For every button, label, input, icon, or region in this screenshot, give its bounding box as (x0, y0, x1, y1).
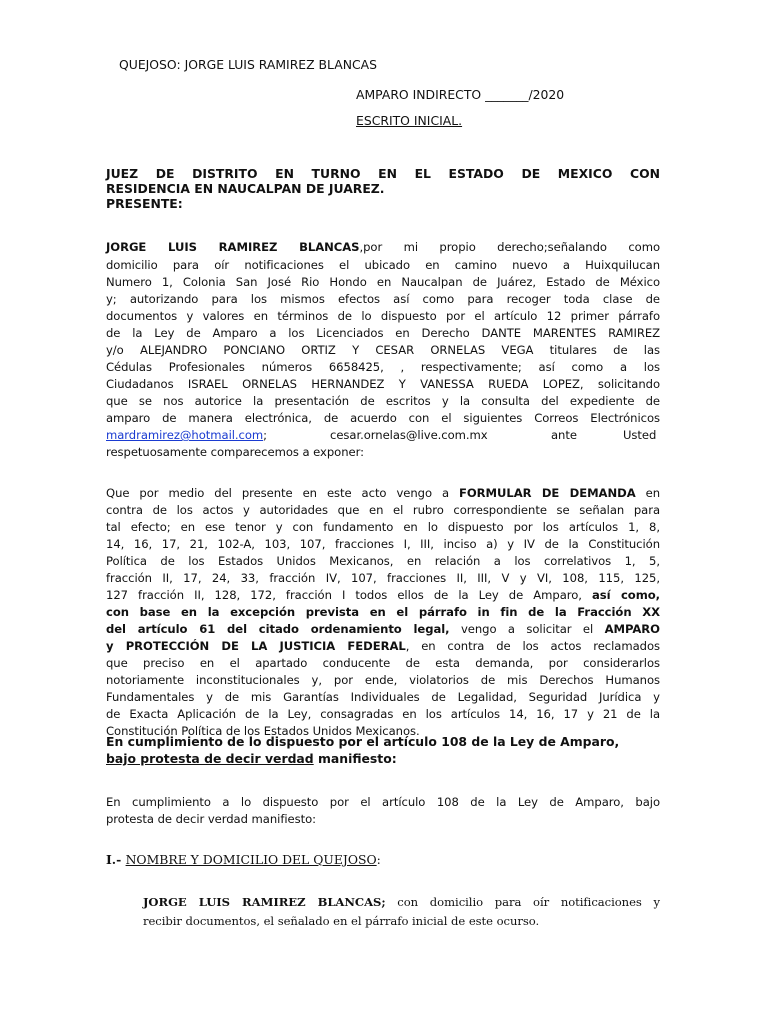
demanda-line-1 (106, 486, 660, 500)
promovente-name: JORGE LUIS RAMIREZ BLANCAS (106, 240, 360, 254)
demanda-line-9-a: del artículo 61 del citado ordenamiento legal, (106, 622, 450, 636)
intro-line-12 (106, 428, 660, 442)
demanda-line-9 (106, 622, 660, 636)
demanda-line-1-c: en (635, 486, 660, 500)
email-2: cesar.ornelas@live.com.mx (330, 428, 488, 442)
demanda-line-7 (106, 588, 660, 602)
intro-line-11: amparo de manera electrónica, de acuerdo con el siguientes Correos Electrónicos (106, 411, 660, 425)
escrito-inicial-title: ESCRITO INICIAL. (356, 113, 463, 128)
intro-line-2: domicilio para oír notificaciones el ubicado en camino nuevo a Huixquilucan (106, 258, 660, 272)
intro-line-6: de la Ley de Amparo a los Licenciados en Derecho DANTE MARENTES RAMIREZ (106, 326, 660, 340)
cumplimiento-bold-line-1: En cumplimiento de lo dispuesto por el artículo 108 de la Ley de Amparo, (106, 734, 620, 749)
cumplimiento-line-2: protesta de decir verdad manifiesto: (106, 812, 316, 826)
section-1-colon: : (376, 852, 381, 867)
amparo-number: AMPARO INDIRECTO _______/2020 (356, 87, 565, 102)
email-separator: ; (263, 428, 268, 442)
intro-line-1-text: ,por mi propio derecho;señalando como (359, 240, 660, 254)
quejoso-info-name: JORGE LUIS RAMIREZ BLANCAS; (143, 895, 386, 909)
cumplimiento-bold-line-2 (106, 751, 397, 766)
demanda-line-10-b: , en contra de los actos reclamados (405, 639, 660, 653)
quejoso-info-line-1 (143, 895, 660, 909)
demanda-line-7-a: 127 fracción II, 128, 172, fracción I todos ellos de la Ley de Amparo, (106, 588, 592, 602)
intro-line-7: y/o ALEJANDRO PONCIANO ORTIZ Y CESAR ORNELAS VEGA titulares de las (106, 343, 660, 357)
intro-line-9: Ciudadanos ISRAEL ORNELAS HERNANDEZ Y VANESSA RUEDA LOPEZ, solicitando (106, 377, 660, 391)
intro-line-3: Numero 1, Colonia San José Rio Hondo en Naucalpan de Juárez, Estado de México (106, 275, 660, 289)
demanda-line-11: que preciso en el apartado conducente de esta demanda, por considerarlos (106, 656, 660, 670)
demanda-line-12: notoriamente inconstitucionales y, por ende, violatorios de mis Derechos Humanos (106, 673, 660, 687)
demanda-line-1-a: Que por medio del presente en este acto vengo a (106, 486, 459, 500)
protesta-underlined: bajo protesta de decir verdad (106, 751, 314, 766)
quejoso-info-line-2: recibir documentos, el señalado en el párrafo inicial de este ocurso. (143, 914, 540, 928)
intro-ante: ante (551, 428, 577, 442)
demanda-line-15: Constitución Política de los Estados Unidos Mexicanos. (106, 724, 420, 738)
section-1-number: I.- (106, 852, 126, 867)
intro-line-13: respetuosamente comparecemos a exponer: (106, 445, 364, 459)
demanda-line-6: fracción II, 17, 24, 33, fracción IV, 107, fracciones II, III, V y VI, 108, 115, 125, (106, 571, 660, 585)
formular-demanda-text: FORMULAR DE DEMANDA (459, 486, 636, 500)
addressee-line-1: JUEZ DE DISTRITO EN TURNO EN EL ESTADO DE MEXICO CON (106, 166, 660, 181)
intro-usted: Usted (623, 428, 657, 442)
demanda-line-8: con base en la excepción prevista en el párrafo in fin de la Fracción XX (106, 605, 660, 619)
addressee-line-3: PRESENTE: (106, 196, 183, 211)
proteccion-justicia-text: y PROTECCIÓN DE LA JUSTICIA FEDERAL (106, 639, 406, 653)
demanda-line-4: 14, 16, 17, 21, 102-A, 103, 107, fracciones I, III, inciso a) y IV de la Constitución (106, 537, 660, 551)
demanda-line-2: contra de los actos y autoridades que en el rubro correspondiente se señalan para (106, 503, 660, 517)
intro-line-5: documentos y valores en términos de lo dispuesto por el artículo 12 primer párrafo (106, 309, 660, 323)
intro-line-10: que se nos autorice la presentación de escritos y la consulta del expediente de (106, 394, 660, 408)
amparo-bold-text: AMPARO (604, 622, 660, 636)
demanda-line-14: de Exacta Aplicación de la Ley, consagradas en los artículos 14, 16, 17 y 21 de la (106, 707, 660, 721)
cumplimiento-line-1: En cumplimiento a lo dispuesto por el artículo 108 de la Ley de Amparo, bajo (106, 795, 660, 809)
intro-line-1 (106, 240, 660, 254)
section-1-title: NOMBRE Y DOMICILIO DEL QUEJOSO (125, 852, 377, 867)
intro-line-8: Cédulas Profesionales números 6658425, , respectivamente; así como a los (106, 360, 660, 374)
demanda-line-3: tal efecto; en ese tenor y con fundamento en lo dispuesto por los artículos 1, 8, (106, 520, 660, 534)
quejoso-header: QUEJOSO: JORGE LUIS RAMIREZ BLANCAS (119, 57, 377, 72)
manifiesto-text: manifiesto: (313, 751, 397, 766)
quejoso-info-line-1-rest: con domicilio para oír notificaciones y (385, 895, 660, 909)
demanda-line-5: Política de los Estados Unidos Mexicanos, en relación a los correlativos 1, 5, (106, 554, 660, 568)
demanda-line-7-b: así como, (591, 588, 660, 602)
demanda-line-13: Fundamentales y de mis Garantías Individuales de Legalidad, Seguridad Jurídica y (106, 690, 660, 704)
demanda-line-10 (106, 639, 660, 653)
addressee-line-2: RESIDENCIA EN NAUCALPAN DE JUAREZ. (106, 181, 385, 196)
section-1-heading (106, 852, 381, 867)
intro-line-4: y; autorizando para los mismos efectos así como para recoger toda clase de (106, 292, 660, 306)
demanda-line-9-b: vengo a solicitar el (449, 622, 605, 636)
email-link-1[interactable]: mardramirez@hotmail.com (106, 428, 264, 442)
